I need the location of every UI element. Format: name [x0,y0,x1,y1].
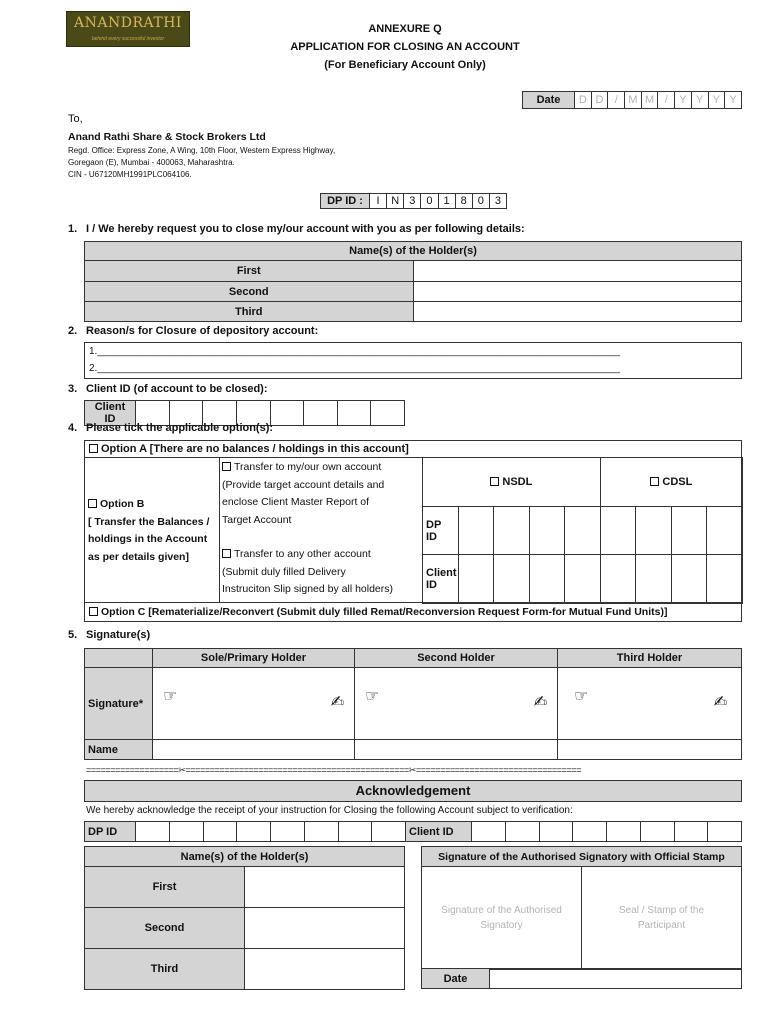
section-3-number: 3. [68,383,78,395]
ack-second-input[interactable] [245,908,405,949]
dp-id-cell: 1 [438,194,455,209]
sig-placeholder-line-2: Signatory [480,920,523,931]
writing-hand-icon: ✍ [533,694,547,711]
nsdl-cell[interactable] [423,458,601,507]
scissors-icon: ✂ [408,765,416,775]
seal-placeholder-line-2: Participant [637,920,686,931]
client-id-cell[interactable] [304,401,338,426]
depository-grid [422,457,743,604]
client-id-label: Client ID [85,401,136,426]
ack-holders-table [84,846,405,990]
pointing-hand-icon: ☞ [574,688,589,705]
dp-id-cell: I [370,194,387,209]
option-b-text[interactable] [88,496,209,566]
seal-stamp-box[interactable] [582,867,742,970]
ack-client-id-cell[interactable] [607,822,641,842]
ack-third-input[interactable] [245,949,405,990]
date-cell[interactable]: M [625,92,642,109]
holder-third-label: Third [85,302,414,322]
target-dp-id-cell[interactable] [636,507,672,555]
form-subtitle: (For Beneficiary Account Only) [324,59,486,71]
primary-signature-box[interactable] [153,668,355,740]
cut-line-segment: ================================== [415,765,582,775]
option-b-desc-1: [ Transfer the Balances / [88,515,210,528]
target-dp-id-cell[interactable] [565,507,601,555]
option-c-row[interactable] [84,602,742,622]
section-2-text: Reason/s for Closure of depository account: [86,325,319,337]
holders-table [84,241,742,322]
section-1-text: I / We hereby request you to close my/our account with you as per following details: [86,223,525,235]
ack-dp-id-cell[interactable] [237,822,271,842]
dp-id-box [320,193,507,209]
annexure-title: ANNEXURE Q [368,23,442,35]
second-name-input[interactable] [355,740,558,760]
ack-id-row [84,821,742,842]
signature-label: Signature* [85,668,153,740]
ack-signature-table [421,846,742,970]
transfer-other-option[interactable] [222,546,393,599]
date-box[interactable] [522,91,742,109]
sig-col-second: Second Holder [355,649,558,668]
date-cell[interactable]: D [575,92,592,109]
name-label: Name [85,740,153,760]
option-b-desc-3: as per details given] [88,550,189,563]
target-dp-id-cell[interactable] [707,507,743,555]
target-client-id-cell[interactable] [707,555,743,604]
option-c-label: Option C [Rematerialize/Reconvert (Submit duly filled Remat/Reconversion Request Form-for Mutual Fund Units)] [101,606,668,618]
ack-sig-header: Signature of the Authorised Signatory with Official Stamp [422,847,742,867]
ack-title: Acknowledgement [84,780,742,802]
ack-date-label: Date [422,969,490,989]
sig-placeholder-line-1: Signature of the Authorised [441,905,562,916]
transfer-own-option[interactable] [222,459,384,529]
target-client-id-cell[interactable] [458,555,494,604]
pointing-hand-icon: ☞ [365,688,380,705]
date-cell[interactable]: D [591,92,608,109]
target-dp-id-cell[interactable] [600,507,636,555]
reasons-box[interactable] [84,342,742,379]
reason-line-1[interactable]: 1.______________________________________________________________________________________________ [89,346,621,357]
target-client-id-cell[interactable] [671,555,707,604]
dp-id-cell: 3 [404,194,421,209]
section-5-number: 5. [68,629,78,641]
cut-line [86,764,742,776]
sig-corner [85,649,153,668]
dp-id-cell: 3 [489,194,506,209]
ack-client-id-label: Client ID [406,822,472,842]
ack-dp-id-cell[interactable] [203,822,237,842]
ack-client-id-cell[interactable] [573,822,607,842]
ack-client-id-cell[interactable] [505,822,539,842]
section-5-text: Signature(s) [86,629,151,641]
ack-client-id-cell[interactable] [640,822,674,842]
scissors-icon: ✂ [178,765,186,775]
date-cell: / [658,92,675,109]
ack-dp-id-cell[interactable] [338,822,372,842]
target-dp-id-cell[interactable] [671,507,707,555]
section-4-text: Please tick the applicable option(s): [86,422,274,434]
office-line-2: Goregaon (E), Mumbai - 400063, Maharashtra. [68,158,235,167]
seal-placeholder-line-1: Seal / Stamp of the [618,905,705,916]
ack-client-id-cell[interactable] [708,822,742,842]
transfer-own-desc-1: (Provide target account details and [222,478,385,491]
office-line-1: Regd. Office: Express Zone, A Wing, 10th Floor, Western Express Highway, [68,146,336,155]
cdsl-label: CDSL [662,476,693,488]
target-client-id-label: Client ID [423,555,459,604]
dp-id-cell: 8 [455,194,472,209]
section-1-number: 1. [68,223,78,235]
transfer-other-desc-2: Instruciton Slip signed by all holders) [222,583,394,595]
primary-name-input[interactable] [153,740,355,760]
date-cell[interactable]: Y [708,92,725,109]
address-to: To, [68,113,83,125]
ack-dp-id-cell[interactable] [271,822,305,842]
reason-line-2[interactable]: 2.______________________________________________________________________________________________ [89,363,621,374]
transfer-own-checkbox[interactable] [222,462,231,471]
ack-dp-id-cell[interactable] [304,822,338,842]
cin-number: CIN - U67120MH1991PLC064106. [68,170,192,179]
divider [219,458,220,602]
target-dp-id-cell[interactable] [529,507,565,555]
transfer-other-label: Transfer to any other account [234,548,371,560]
ack-client-id-cell[interactable] [472,822,506,842]
client-id-cell[interactable] [270,401,304,426]
ack-first-label: First [85,867,245,908]
date-cell[interactable]: Y [691,92,708,109]
option-b-checkbox[interactable] [88,499,97,508]
option-a-row[interactable] [84,440,742,458]
ack-client-id-cell[interactable] [674,822,708,842]
ack-client-id-cell[interactable] [539,822,573,842]
writing-hand-icon: ✍ [330,694,344,711]
cdsl-checkbox[interactable] [650,477,659,486]
target-dp-id-label: DP ID [423,507,459,555]
date-cell[interactable]: Y [675,92,692,109]
form-header [255,20,555,74]
target-client-id-cell[interactable] [494,555,530,604]
option-a-label: Option A [There are no balances / holdings in this account] [101,443,409,455]
target-client-id-cell[interactable] [529,555,565,604]
date-cell[interactable]: M [641,92,658,109]
cut-line-segment: =================== [86,765,179,775]
date-cell[interactable]: Y [725,92,742,109]
writing-hand-icon: ✍ [713,694,727,711]
dp-id-cell: 0 [472,194,489,209]
cut-line-segment: ============================================== [185,765,409,775]
ack-third-label: Third [85,949,245,990]
dp-id-label: DP ID : [321,194,370,209]
cdsl-cell[interactable] [600,458,742,507]
ack-holders-header: Name(s) of the Holder(s) [85,847,405,867]
section-2-number: 2. [68,325,78,337]
transfer-own-label: Transfer to my/our own account [234,461,382,473]
third-signature-box[interactable] [558,668,742,740]
transfer-other-desc-1: (Submit duly filled Delivery [222,565,346,578]
pointing-hand-icon: ☞ [163,688,178,705]
holder-second-label: Second [85,282,414,302]
form-title: APPLICATION FOR CLOSING AN ACCOUNT [290,41,520,53]
dp-id-cell: 0 [421,194,438,209]
ack-date-input[interactable] [490,969,742,989]
date-cell: / [608,92,625,109]
date-label: Date [523,92,575,109]
authorised-signature-box[interactable] [422,867,582,970]
logo-tagline: behind every successful investor [91,36,165,42]
option-b-desc-2: holdings in the Account [88,533,208,545]
option-c-checkbox[interactable] [89,607,98,616]
option-b-block [84,457,742,603]
transfer-own-desc-3: Target Account [222,513,292,526]
company-name: Anand Rathi Share & Stock Brokers Ltd [68,131,266,143]
ack-dp-id-cell[interactable] [169,822,203,842]
holder-second-input[interactable] [413,282,742,302]
option-a-checkbox[interactable] [89,444,98,453]
ack-dp-id-cell[interactable] [372,822,406,842]
holder-first-label: First [85,261,414,282]
holders-header: Name(s) of the Holder(s) [85,242,742,261]
ack-second-label: Second [85,908,245,949]
option-b-title: Option B [100,498,145,510]
ack-dp-id-cell[interactable] [136,822,170,842]
address-block [68,111,335,181]
nsdl-checkbox[interactable] [490,477,499,486]
target-client-id-cell[interactable] [565,555,601,604]
nsdl-label: NSDL [502,476,533,488]
target-client-id-cell[interactable] [600,555,636,604]
second-signature-box[interactable] [355,668,558,740]
target-dp-id-cell[interactable] [458,507,494,555]
transfer-other-checkbox[interactable] [222,549,231,558]
ack-date-row [421,968,742,989]
section-3-text: Client ID (of account to be closed): [86,383,268,395]
target-dp-id-cell[interactable] [494,507,530,555]
client-id-cell[interactable] [371,401,405,426]
holder-first-input[interactable] [413,261,742,282]
signature-table [84,648,742,760]
sig-col-third: Third Holder [558,649,742,668]
target-client-id-cell[interactable] [636,555,672,604]
ack-dp-id-label: DP ID [85,822,136,842]
third-name-input[interactable] [558,740,742,760]
ack-first-input[interactable] [245,867,405,908]
client-id-cell[interactable] [337,401,371,426]
holder-third-input[interactable] [413,302,742,322]
ack-text: We hereby acknowledge the receipt of your instruction for Closing the following Account subject to verification: [86,805,573,816]
dp-id-cell: N [387,194,404,209]
company-logo [66,11,190,47]
section-4-number: 4. [68,422,78,434]
transfer-own-desc-2: enclose Client Master Report of [222,496,370,508]
logo-name: ANANDRATHI [74,15,182,31]
sig-col-primary: Sole/Primary Holder [153,649,355,668]
